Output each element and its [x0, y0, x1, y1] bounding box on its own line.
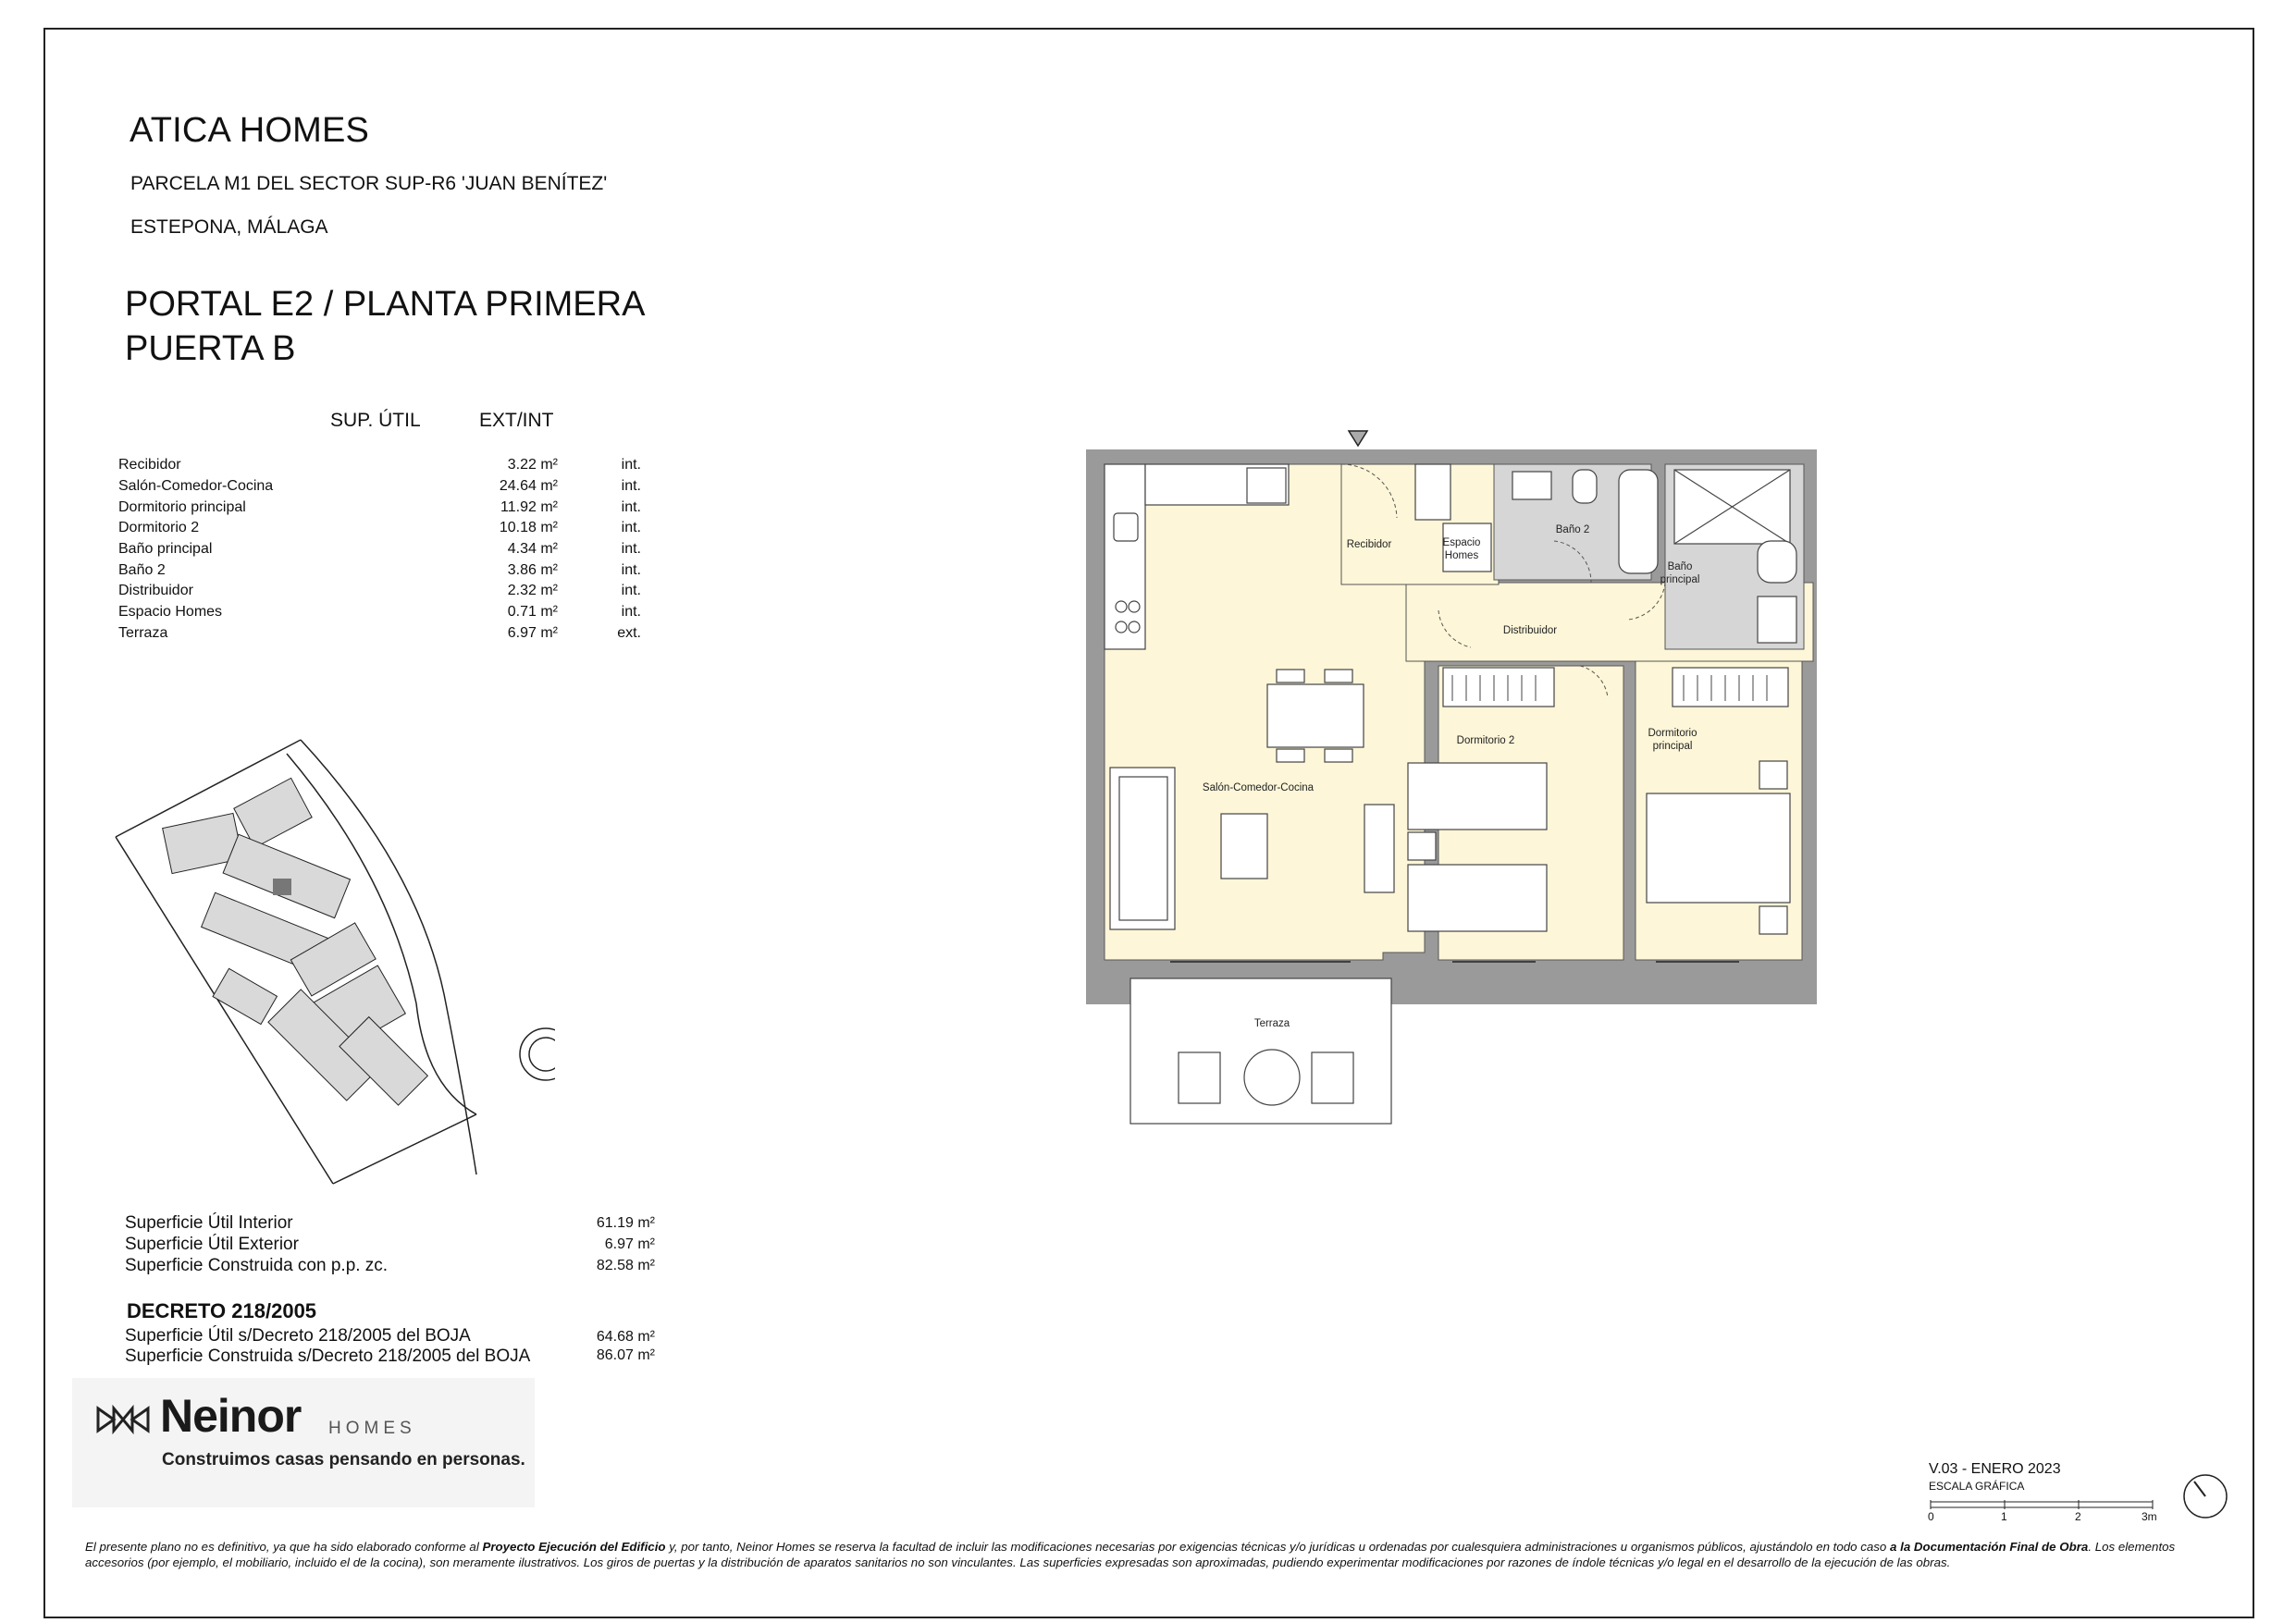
disclaimer-bold-1: Proyecto Ejecución del Edificio: [482, 1540, 666, 1554]
label-distribuidor: Distribuidor: [1502, 625, 1558, 636]
decreto-title: DECRETO 218/2005: [127, 1299, 317, 1322]
summary-interior-label: Superficie Útil Interior: [125, 1213, 293, 1233]
room-type: ext.: [617, 624, 641, 641]
label-salon: Salón-Comedor-Cocina: [1202, 782, 1315, 793]
table-row: [118, 581, 641, 602]
room-type: int.: [621, 604, 641, 621]
decreto-util-value: 64.68 m²: [596, 1329, 655, 1345]
room-name: Terraza: [118, 624, 168, 641]
logo-panel: [72, 1378, 535, 1507]
label-dormitorio-2: Dormitorio 2: [1456, 735, 1515, 746]
label-espacio-homes-2: Homes: [1444, 550, 1479, 561]
scale-tick-0: 0: [1928, 1510, 1934, 1523]
disclaimer-part-2: y, por tanto, Neinor Homes se reserva la facultad de incluir las modificaciones necesarias por exigencias técnicas y/o jurídicas u ordenadas por cualesquiera administraciones u organismos públicos, ajustándolo en todo caso: [665, 1540, 1891, 1554]
room-name: Baño 2: [118, 561, 166, 578]
unit-location-marker: [273, 879, 291, 895]
room-name: Recibidor: [118, 457, 181, 473]
room-name: Dormitorio principal: [118, 498, 246, 515]
table-row: [118, 602, 641, 623]
label-dormitorio-principal-2: principal: [1652, 741, 1693, 752]
room-type: int.: [621, 520, 641, 536]
room-type: int.: [621, 561, 641, 578]
label-terraza: Terraza: [1253, 1018, 1290, 1029]
label-bano-2: Baño 2: [1555, 524, 1590, 535]
label-bano-principal-2: principal: [1660, 574, 1700, 585]
decreto-util-label: Superficie Útil s/Decreto 218/2005 del BOJA: [125, 1326, 471, 1346]
room-name: Distribuidor: [118, 583, 193, 599]
room-type: int.: [621, 541, 641, 558]
table-row: [118, 497, 641, 518]
table-row: [118, 559, 641, 581]
neinor-logo-icon: [95, 1401, 151, 1438]
room-type: int.: [621, 478, 641, 495]
disclaimer-part-3: . Los elementos accesorios (por ejemplo, el mobiliario, incluido el de la cocina), son meramente ilustrativos. Los giros de puertas y la distribución de aparatos sanitarios no son vinculantes. Las superficies expresadas son aproximadas, pudiendo experimentar modificaciones por razones de índole técnicas y/o legal en el desarrollo de la ejecución de las obras.: [85, 1540, 2176, 1569]
portal-heading: [125, 282, 645, 371]
room-type: int.: [621, 583, 641, 599]
parcel-line: PARCELA M1 DEL SECTOR SUP-R6 'JUAN BENÍTEZ': [130, 173, 608, 194]
summary-interior-value: 61.19 m²: [596, 1215, 655, 1231]
room-name: Baño principal: [118, 541, 213, 558]
room-name: Espacio Homes: [118, 604, 223, 621]
disclaimer-part-1: El presente plano no es definitivo, ya que ha sido elaborado conforme al: [85, 1540, 483, 1554]
label-recibidor: Recibidor: [1346, 539, 1392, 550]
room-type: int.: [621, 457, 641, 473]
room-area: 6.97 m²: [507, 624, 558, 641]
scale-title: ESCALA GRÁFICA: [1929, 1480, 2025, 1493]
scale-tick-2: 2: [2075, 1510, 2081, 1523]
room-area: 3.86 m²: [507, 561, 558, 578]
disclaimer-bold-2: a la Documentación Final de Obra: [1890, 1540, 2089, 1554]
company-title: ATICA HOMES: [130, 111, 370, 150]
version-label: V.03 - ENERO 2023: [1929, 1461, 2061, 1477]
table-row: [118, 539, 641, 560]
room-area: 0.71 m²: [507, 604, 558, 621]
room-area: 3.22 m²: [507, 457, 558, 473]
summary-built-value: 82.58 m²: [596, 1258, 655, 1273]
areas-table: [118, 455, 641, 644]
table-row: [118, 476, 641, 498]
room-name: Dormitorio 2: [118, 520, 200, 536]
room-area: 10.18 m²: [499, 520, 558, 536]
room-area: 2.32 m²: [507, 583, 558, 599]
north-arrow-icon: [2181, 1472, 2229, 1520]
table-row: [118, 518, 641, 539]
portal-line-2: PUERTA B: [125, 329, 296, 368]
summary-built-label: Superficie Construida con p.p. zc.: [125, 1256, 389, 1275]
scale-bar: [1929, 1496, 2155, 1511]
brand-name: Neinor: [160, 1390, 302, 1442]
room-area: 4.34 m²: [507, 541, 558, 558]
col-header-type: EXT/INT: [479, 410, 554, 431]
brand-tagline: Construimos casas pensando en personas.: [162, 1450, 525, 1469]
site-key-plan: [111, 735, 555, 1188]
room-area: 24.64 m²: [499, 478, 558, 495]
decreto-built-label: Superficie Construida s/Decreto 218/2005 del BOJA: [125, 1346, 531, 1366]
summary-exterior-value: 6.97 m²: [604, 1236, 655, 1252]
col-header-surface: SUP. ÚTIL: [330, 410, 421, 431]
room-area: 11.92 m²: [500, 498, 558, 515]
room-type: int.: [621, 498, 641, 515]
location-line: ESTEPONA, MÁLAGA: [130, 216, 328, 238]
floor-plan: [1073, 425, 1841, 1137]
entrance-marker-icon: [1349, 431, 1367, 446]
room-name: Salón-Comedor-Cocina: [118, 478, 274, 495]
label-bano-principal-1: Baño: [1667, 561, 1693, 572]
decreto-built-value: 86.07 m²: [596, 1347, 655, 1363]
scale-tick-3: 3m: [2142, 1510, 2157, 1523]
portal-line-1: PORTAL E2 / PLANTA PRIMERA: [125, 285, 646, 324]
scale-tick-1: 1: [2001, 1510, 2007, 1523]
label-dormitorio-principal-1: Dormitorio: [1648, 728, 1697, 739]
table-row: [118, 455, 641, 476]
brand-suffix: HOMES: [328, 1419, 416, 1438]
legal-disclaimer: [85, 1539, 2222, 1570]
table-row: [118, 623, 641, 645]
label-espacio-homes-1: Espacio: [1442, 537, 1481, 548]
summary-exterior-label: Superficie Útil Exterior: [125, 1235, 299, 1254]
